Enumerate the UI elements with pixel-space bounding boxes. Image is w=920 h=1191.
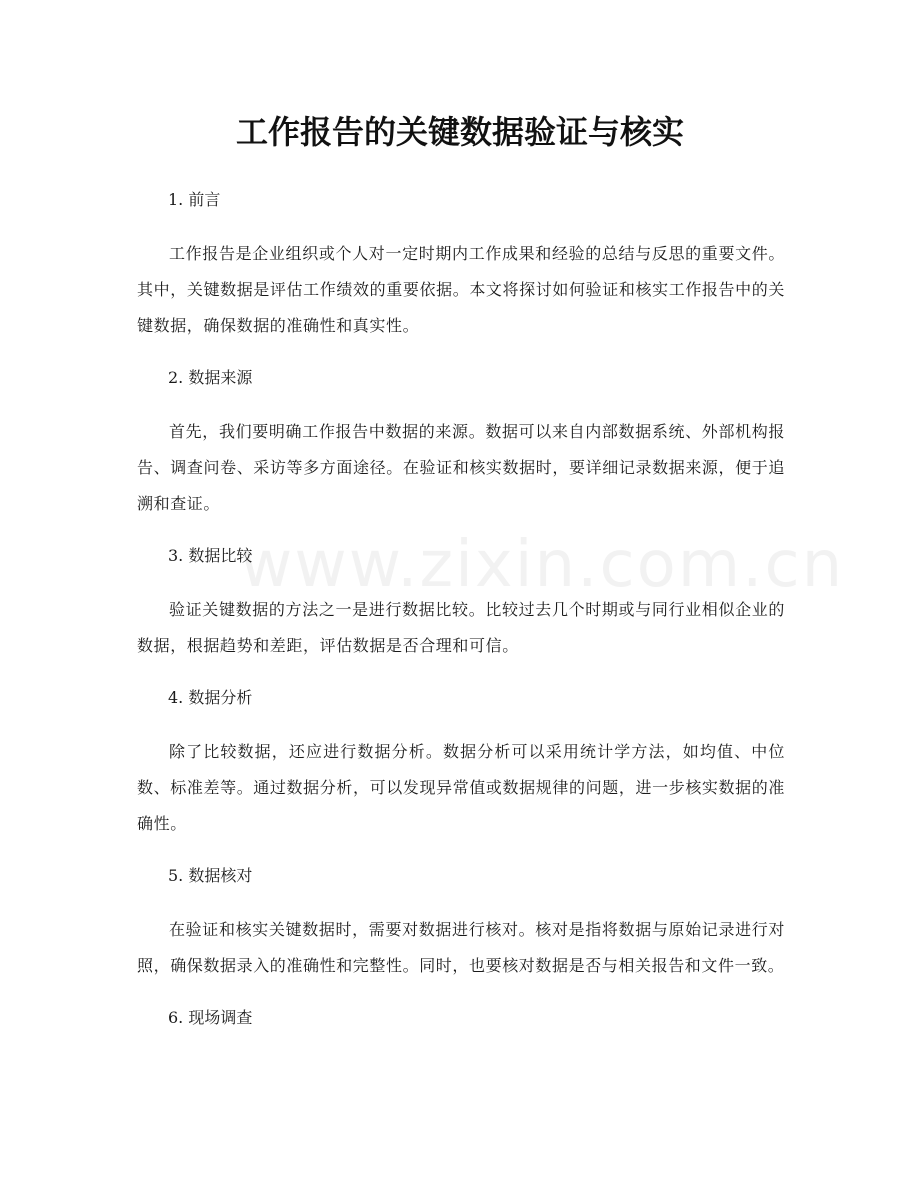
document-body: [137, 182, 845, 1036]
section-paragraph: 验证关键数据的方法之一是进行数据比较。比较过去几个时期或与同行业相似企业的数据，根据趋势和差距，评估数据是否合理和可信。: [137, 600, 785, 655]
section-data-analysis: [137, 680, 785, 858]
section-heading: 5. 数据核对: [168, 866, 253, 885]
section-preface: [137, 182, 785, 360]
section-data-source: [137, 360, 785, 538]
section-heading: 4. 数据分析: [168, 688, 253, 707]
section-data-comparison: [137, 538, 785, 680]
section-paragraph: 在验证和核实关键数据时，需要对数据进行核对。核对是指将数据与原始记录进行对照，确保数据录入的准确性和完整性。同时，也要核对数据是否与相关报告和文件一致。: [137, 920, 785, 975]
section-data-check: [137, 858, 785, 1000]
section-field-investigation: [137, 1000, 785, 1036]
section-heading: 2. 数据来源: [168, 368, 253, 387]
section-paragraph: 首先，我们要明确工作报告中数据的来源。数据可以来自内部数据系统、外部机构报告、调查问卷、采访等多方面途径。在验证和核实数据时，要详细记录数据来源，便于追溯和查证。: [137, 422, 785, 513]
section-paragraph: 工作报告是企业组织或个人对一定时期内工作成果和经验的总结与反思的重要文件。其中，关键数据是评估工作绩效的重要依据。本文将探讨如何验证和核实工作报告中的关键数据，确保数据的准确性和真实性。: [137, 244, 785, 335]
document-title: 工作报告的关键数据验证与核实: [235, 113, 684, 151]
section-paragraph: 除了比较数据，还应进行数据分析。数据分析可以采用统计学方法，如均值、中位数、标准差等。通过数据分析，可以发现异常值或数据规律的问题，进一步核实数据的准确性。: [137, 742, 785, 833]
section-heading: 6. 现场调查: [168, 1008, 253, 1027]
section-heading: 3. 数据比较: [168, 546, 253, 565]
section-heading: 1. 前言: [168, 190, 221, 209]
watermark: www.zixin.com.cn: [240, 528, 845, 602]
